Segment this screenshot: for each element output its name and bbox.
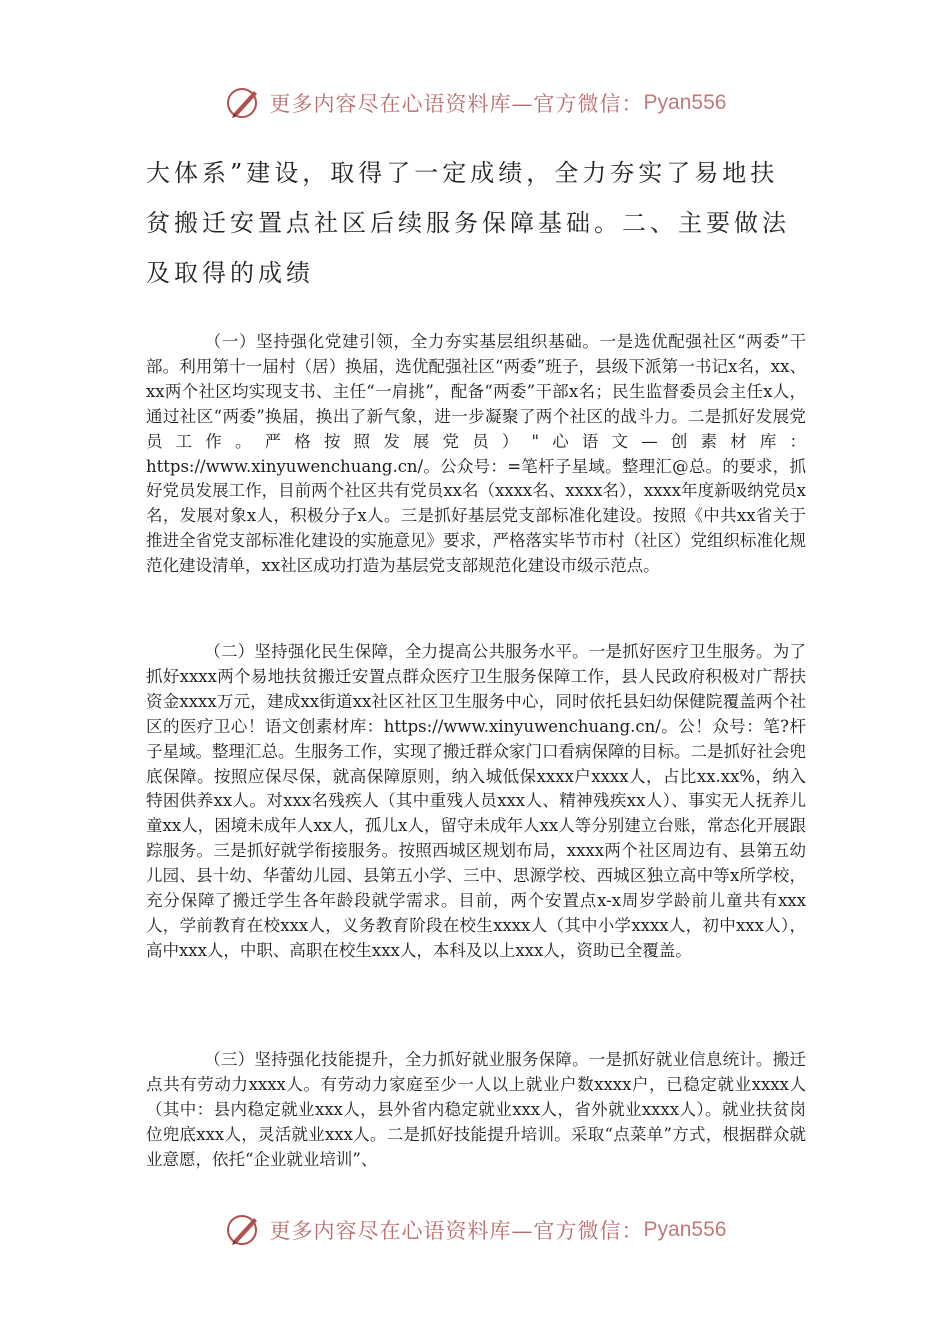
header-banner	[0, 83, 950, 123]
paragraph-text: （一）坚持强化党建引领，全力夯实基层组织基础。一是选优配强社区“两委”干部。利用第十一届村（居）换届，选优配强社区“两委”班子，县级下派第一书记x名，xx、xx两个社区均实现支书、主任“一肩挑”，配备“两委”干部x名；民生监督委员会主任x人，通过社区“两委”换届，换出了新气象，进一步凝聚了两个社区的战斗力。二是抓好发展党员工作。严格按照发展党员）"心语文—创素材库：https://www.xinyuwenchuang.cn/。公众号：=笔杆子星域。整理汇@总。的要求，抓好党员发展工作，目前两个社区共有党员xx名（xxxx名、xxxx名），xxxx年度新吸纳党员x名，发展对象x人，积极分子x人。三是抓好基层党支部标准化建设。按照《中共xx省关于推进全省党支部标准化建设的实施意见》要求，严格落实毕节市村（社区）党组织标准化规范化建设清单，xx社区成功打造为基层党支部规范化建设市级示范点。	[146, 332, 806, 576]
paragraph-text: （三）坚持强化技能提升，全力抓好就业服务保障。一是抓好就业信息统计。搬迁点共有劳动力xxxx人。有劳动力家庭至少一人以上就业户数xxxx户，已稳定就业xxxx人（其中：县内稳定就业xxx人，县外省内稳定就业xxx人，省外就业xxxx人）。就业扶贫岗位兜底xxx人，灵活就业xxx人。二是抓好技能提升培训。采取“点菜单”方式，根据群众就业意愿，依托“企业就业培训”、	[146, 1050, 806, 1169]
paragraph-2	[146, 640, 806, 964]
banner-wechat: Pyan556	[643, 91, 727, 114]
banner-text: 更多内容尽在心语资料库—官方微信：	[269, 92, 644, 116]
paragraph-text: （二）坚持强化民生保障，全力提高公共服务水平。一是抓好医疗卫生服务。为了抓好xxxx两个易地扶贫搬迁安置点群众医疗卫生服务保障工作，县人民政府积极对广帮扶资金xxxx万元，建成xx街道xx社区社区卫生服务中心，同时依托县妇幼保健院覆盖两个社区的医疗卫心！语文创素材库：https://www.xinyuwenchuang.cn/。公！众号：笔?杆子星域。整理汇总。生服务工作，实现了搬迁群众家门口看病保障的目标。二是抓好社会兜底保障。按照应保尽保，就高保障原则，纳入城低保xxxx户xxxx人，占比xx.xx%，纳入特困供养xx人。对xxx名残疾人（其中重残人员xxx人、精神残疾xx人）、事实无人抚养儿童xx人，困境未成年人xx人，孤儿x人，留守未成年人xx人等分别建立台账，常态化开展跟踪服务。三是抓好就学衔接服务。按照西城区规划布局，xxxx两个社区周边有、县第五幼儿园、县十幼、华蕾幼儿园、县第五小学、三中、思源学校、西城区独立高中等x所学校，充分保障了搬迁学生各年龄段就学需求。目前，两个安置点x-x周岁学龄前儿童共有xxx人，学前教育在校xxx人，义务教育阶段在校生xxxx人（其中小学xxxx人，初中xxx人），高中xxx人，中职、高职在校生xxx人，本科及以上xxx人，资助已全覆盖。	[146, 642, 806, 960]
banner-text: 更多内容尽在心语资料库—官方微信：	[269, 1219, 644, 1243]
paragraph-1	[146, 330, 806, 579]
pen-logo-icon	[224, 83, 264, 123]
pen-logo-icon	[224, 1210, 264, 1250]
lead-text: 大体系”建设，取得了一定成绩，全力夯实了易地扶贫搬迁安置点社区后续服务保障基础。二、主要做法及取得的成绩	[146, 159, 790, 287]
footer-banner	[0, 1210, 950, 1250]
banner-wechat: Pyan556	[643, 1218, 727, 1241]
paragraph-3	[146, 1048, 806, 1173]
